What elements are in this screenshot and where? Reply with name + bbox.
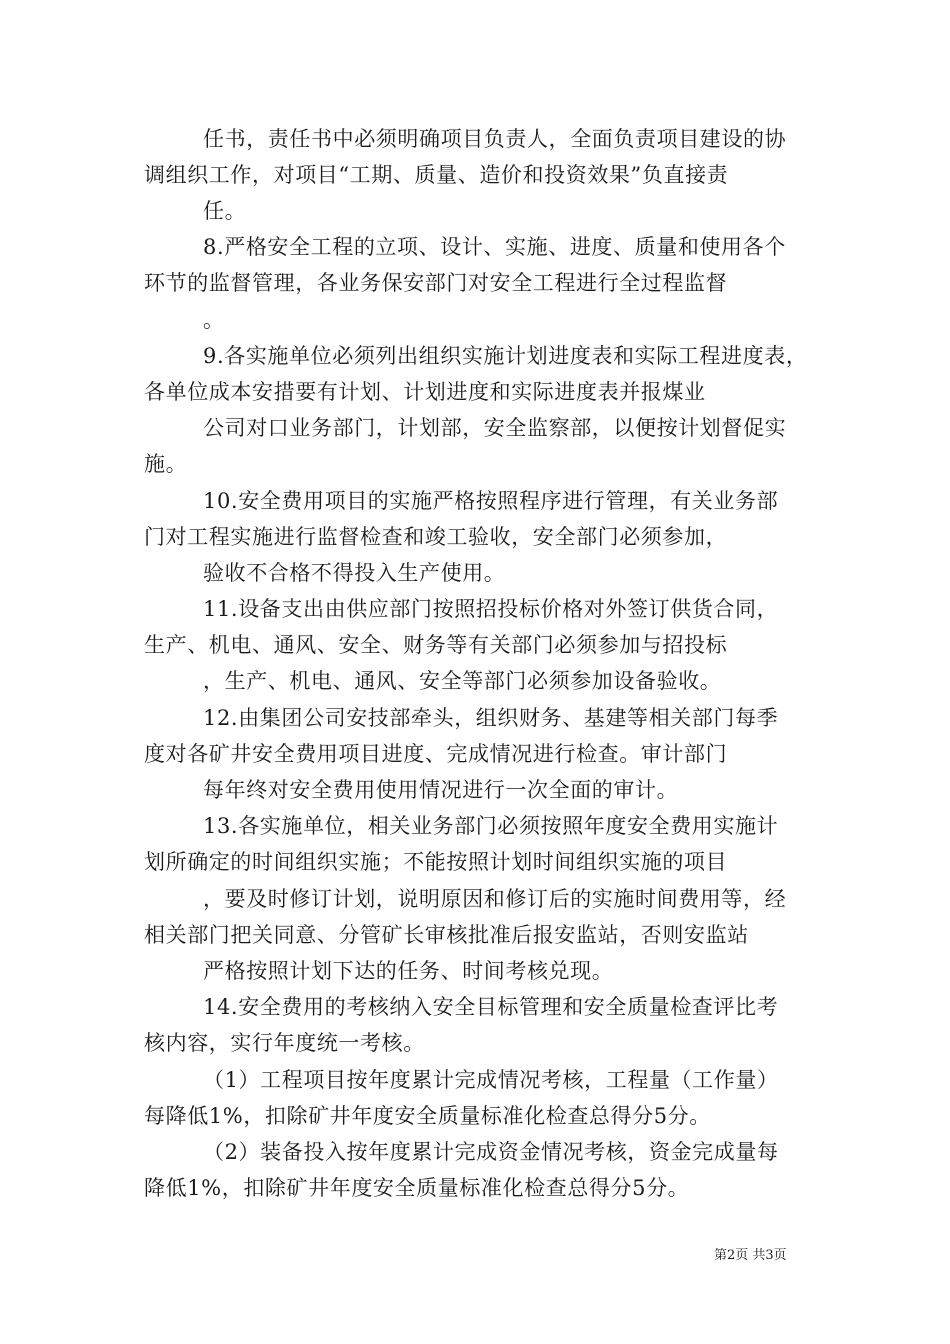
text-line: 13.各实施单位，相关业务部门必须按照年度安全费用实施计: [203, 814, 779, 838]
text-line: 任书，责任书中必须明确项目负责人，全面负责项目建设的协: [203, 127, 787, 151]
text-line: 14.安全费用的考核纳入安全目标管理和安全质量检查评比考: [203, 995, 779, 1019]
text-line: 门对工程实施进行监督检查和竣工验收，安全部门必须参加，: [144, 525, 728, 549]
text-line: 11.设备支出由供应部门按照招投标价格对外签订供货合同，: [203, 597, 779, 621]
text-line: 各单位成本安措要有计划、计划进度和实际进度表并报煤业: [144, 380, 706, 404]
text-line: 每降低1%，扣除矿井年度安全质量标准化检查总得分5分。: [144, 1104, 711, 1128]
text-line: 严格按照计划下达的任务、时间考核兑现。: [203, 959, 614, 983]
text-line: （1）工程项目按年度累计完成情况考核，工程量（工作量）: [203, 1068, 779, 1092]
text-line: 9.各实施单位必须列出组织实施计划进度表和实际工程进度表，: [203, 344, 808, 368]
text-line: 任。: [203, 199, 247, 223]
text-line: 生产、机电、通风、安全、财务等有关部门必须参加与招投标: [144, 633, 728, 657]
text-line: 每年终对安全费用使用情况进行一次全面的审计。: [203, 778, 679, 802]
text-line: 度对各矿井安全费用项目进度、完成情况进行检查。审计部门: [144, 742, 728, 766]
text-line: 12.由集团公司安技部牵头，组织财务、基建等相关部门每季: [203, 706, 779, 730]
text-line: ，要及时修订计划，说明原因和修订后的实施时间费用等，经: [203, 887, 787, 911]
text-line: 公司对口业务部门，计划部，安全监察部，以便按计划督促实: [203, 416, 787, 440]
text-line: 。: [203, 308, 225, 332]
text-line: 施。: [144, 452, 188, 476]
text-line: 核内容，实行年度统一考核。: [144, 1031, 425, 1055]
text-line: 8.严格安全工程的立项、设计、实施、进度、质量和使用各个: [203, 235, 786, 259]
text-line: ，生产、机电、通风、安全等部门必须参加设备验收。: [203, 669, 722, 693]
page-number-footer: 第2页 共3页: [714, 1248, 787, 1263]
text-line: 调组织工作，对项目“工期、质量、造价和投资效果”负直接责: [144, 163, 729, 187]
text-line: 相关部门把关同意、分管矿长审核批准后报安监站，否则安监站: [144, 923, 749, 947]
text-line: 验收不合格不得投入生产使用。: [203, 561, 506, 585]
text-line: 降低1%，扣除矿井年度安全质量标准化检查总得分5分。: [144, 1176, 690, 1200]
text-line: 10.安全费用项目的实施严格按照程序进行管理，有关业务部: [203, 489, 779, 513]
text-line: 环节的监督管理，各业务保安部门对安全工程进行全过程监督: [144, 271, 728, 295]
text-line: 划所确定的时间组织实施；不能按照计划时间组织实施的项目: [144, 850, 728, 874]
text-line: （2）装备投入按年度累计完成资金情况考核，资金完成量每: [203, 1140, 779, 1164]
